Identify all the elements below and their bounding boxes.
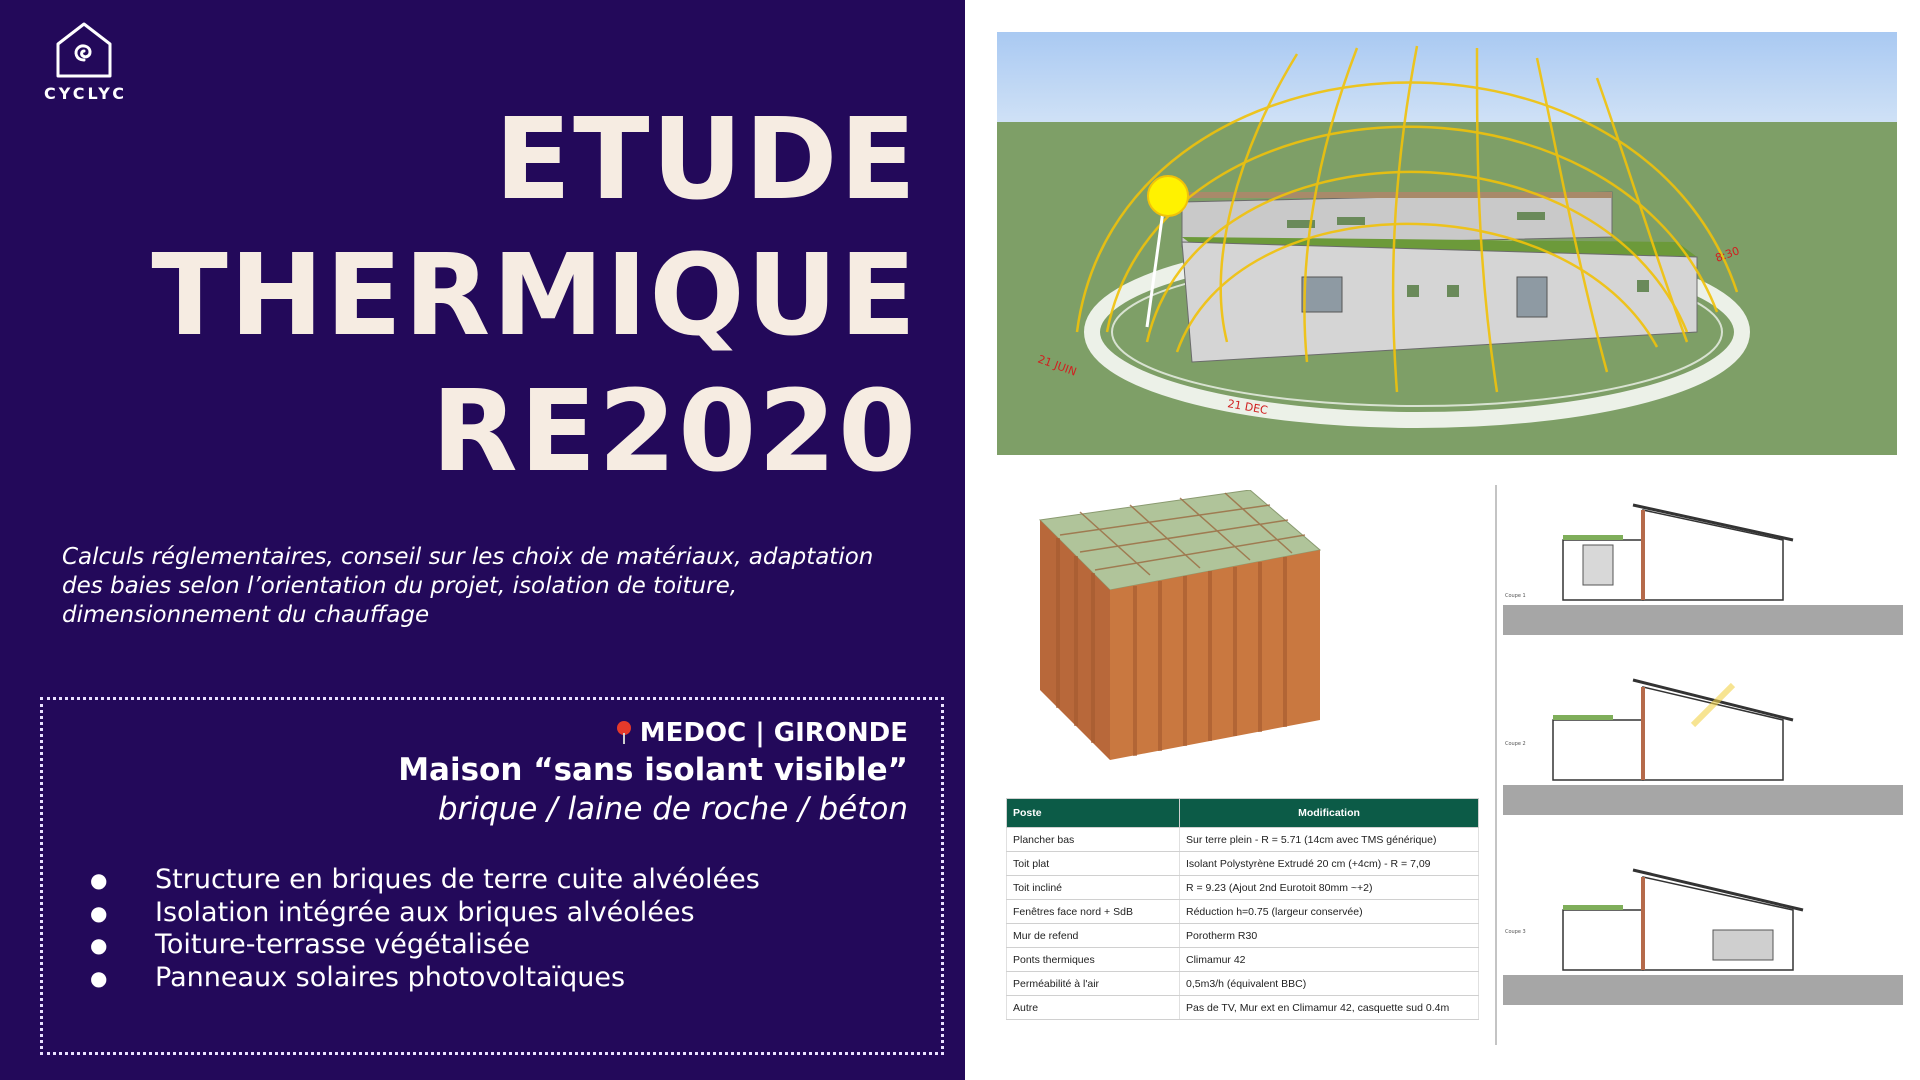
logo-text: CYCLYC [44,84,127,103]
feature-item: ● Toiture-terrasse végétalisée [90,929,760,962]
map-pin-icon [616,721,632,743]
table-cell: Ponts thermiques [1007,948,1180,972]
table-cell: R = 9.23 (Ajout 2nd Eurotoit 80mm ~+2) [1180,876,1479,900]
table-row [1007,828,1479,852]
sun-path-3d-render [997,32,1897,455]
table-cell: 0,5m3/h (équivalent BBC) [1180,972,1479,996]
feature-item: ● Structure en briques de terre cuite alvéolées [90,864,760,897]
building-sections-drawing [1493,485,1905,1050]
house-spiral-logo-icon [52,20,116,80]
table-cell: Porotherm R30 [1180,924,1479,948]
column-header: Poste [1007,799,1180,828]
title-line-1: ETUDE [494,95,918,225]
table-row [1007,876,1479,900]
house-type: Maison “sans isolant visible” [398,752,908,788]
logo [44,20,127,103]
table-row [1007,924,1479,948]
table-cell: Réduction h=0.75 (largeur conservée) [1180,900,1479,924]
page-title [151,92,918,500]
table-row [1007,852,1479,876]
location [616,718,908,748]
table-cell: Perméabilité à l'air [1007,972,1180,996]
honeycomb-brick-image [1020,490,1340,760]
location-text: MEDOC | GIRONDE [639,718,908,748]
svg-text:21 JUIN: 21 JUIN [1035,352,1079,379]
table-header-row [1007,799,1479,828]
title-line-2: THERMIQUE [151,231,918,361]
svg-text:Coupe 1: Coupe 1 [1505,593,1526,599]
feature-item: ● Isolation intégrée aux briques alvéolées [90,897,760,930]
table-row [1007,972,1479,996]
modifications-table [1006,798,1479,1020]
table-cell: Pas de TV, Mur ext en Climamur 42, casquette sud 0.4m [1180,996,1479,1020]
table-cell: Climamur 42 [1180,948,1479,972]
title-line-3: RE2020 [431,367,918,497]
svg-text:8:30: 8:30 [1713,244,1742,265]
table-cell: Mur de refend [1007,924,1180,948]
table-row [1007,996,1479,1020]
description: Calculs réglementaires, conseil sur les choix de matériaux, adaptation des baies selon l’orientation du projet, isolation de toiture, dimensionnement du chauffage [62,544,874,628]
table-cell: Plancher bas [1007,828,1180,852]
svg-text:Coupe 3: Coupe 3 [1505,929,1526,935]
features-list [90,864,760,994]
table-cell: Autre [1007,996,1180,1020]
feature-item: ● Panneaux solaires photovoltaïques [90,962,760,995]
svg-text:21 DEC: 21 DEC [1226,397,1269,418]
table-cell: Isolant Polystyrène Extrudé 20 cm (+4cm) - R = 7,09 [1180,852,1479,876]
materials: brique / laine de roche / béton [437,791,908,827]
table-cell: Toit plat [1007,852,1180,876]
table-cell: Sur terre plein - R = 5.71 (14cm avec TMS générique) [1180,828,1479,852]
table-cell: Fenêtres face nord + SdB [1007,900,1180,924]
table-row [1007,948,1479,972]
table-cell: Toit incliné [1007,876,1180,900]
column-header: Modification [1180,799,1479,828]
svg-text:Coupe 2: Coupe 2 [1505,741,1526,747]
table-row [1007,900,1479,924]
